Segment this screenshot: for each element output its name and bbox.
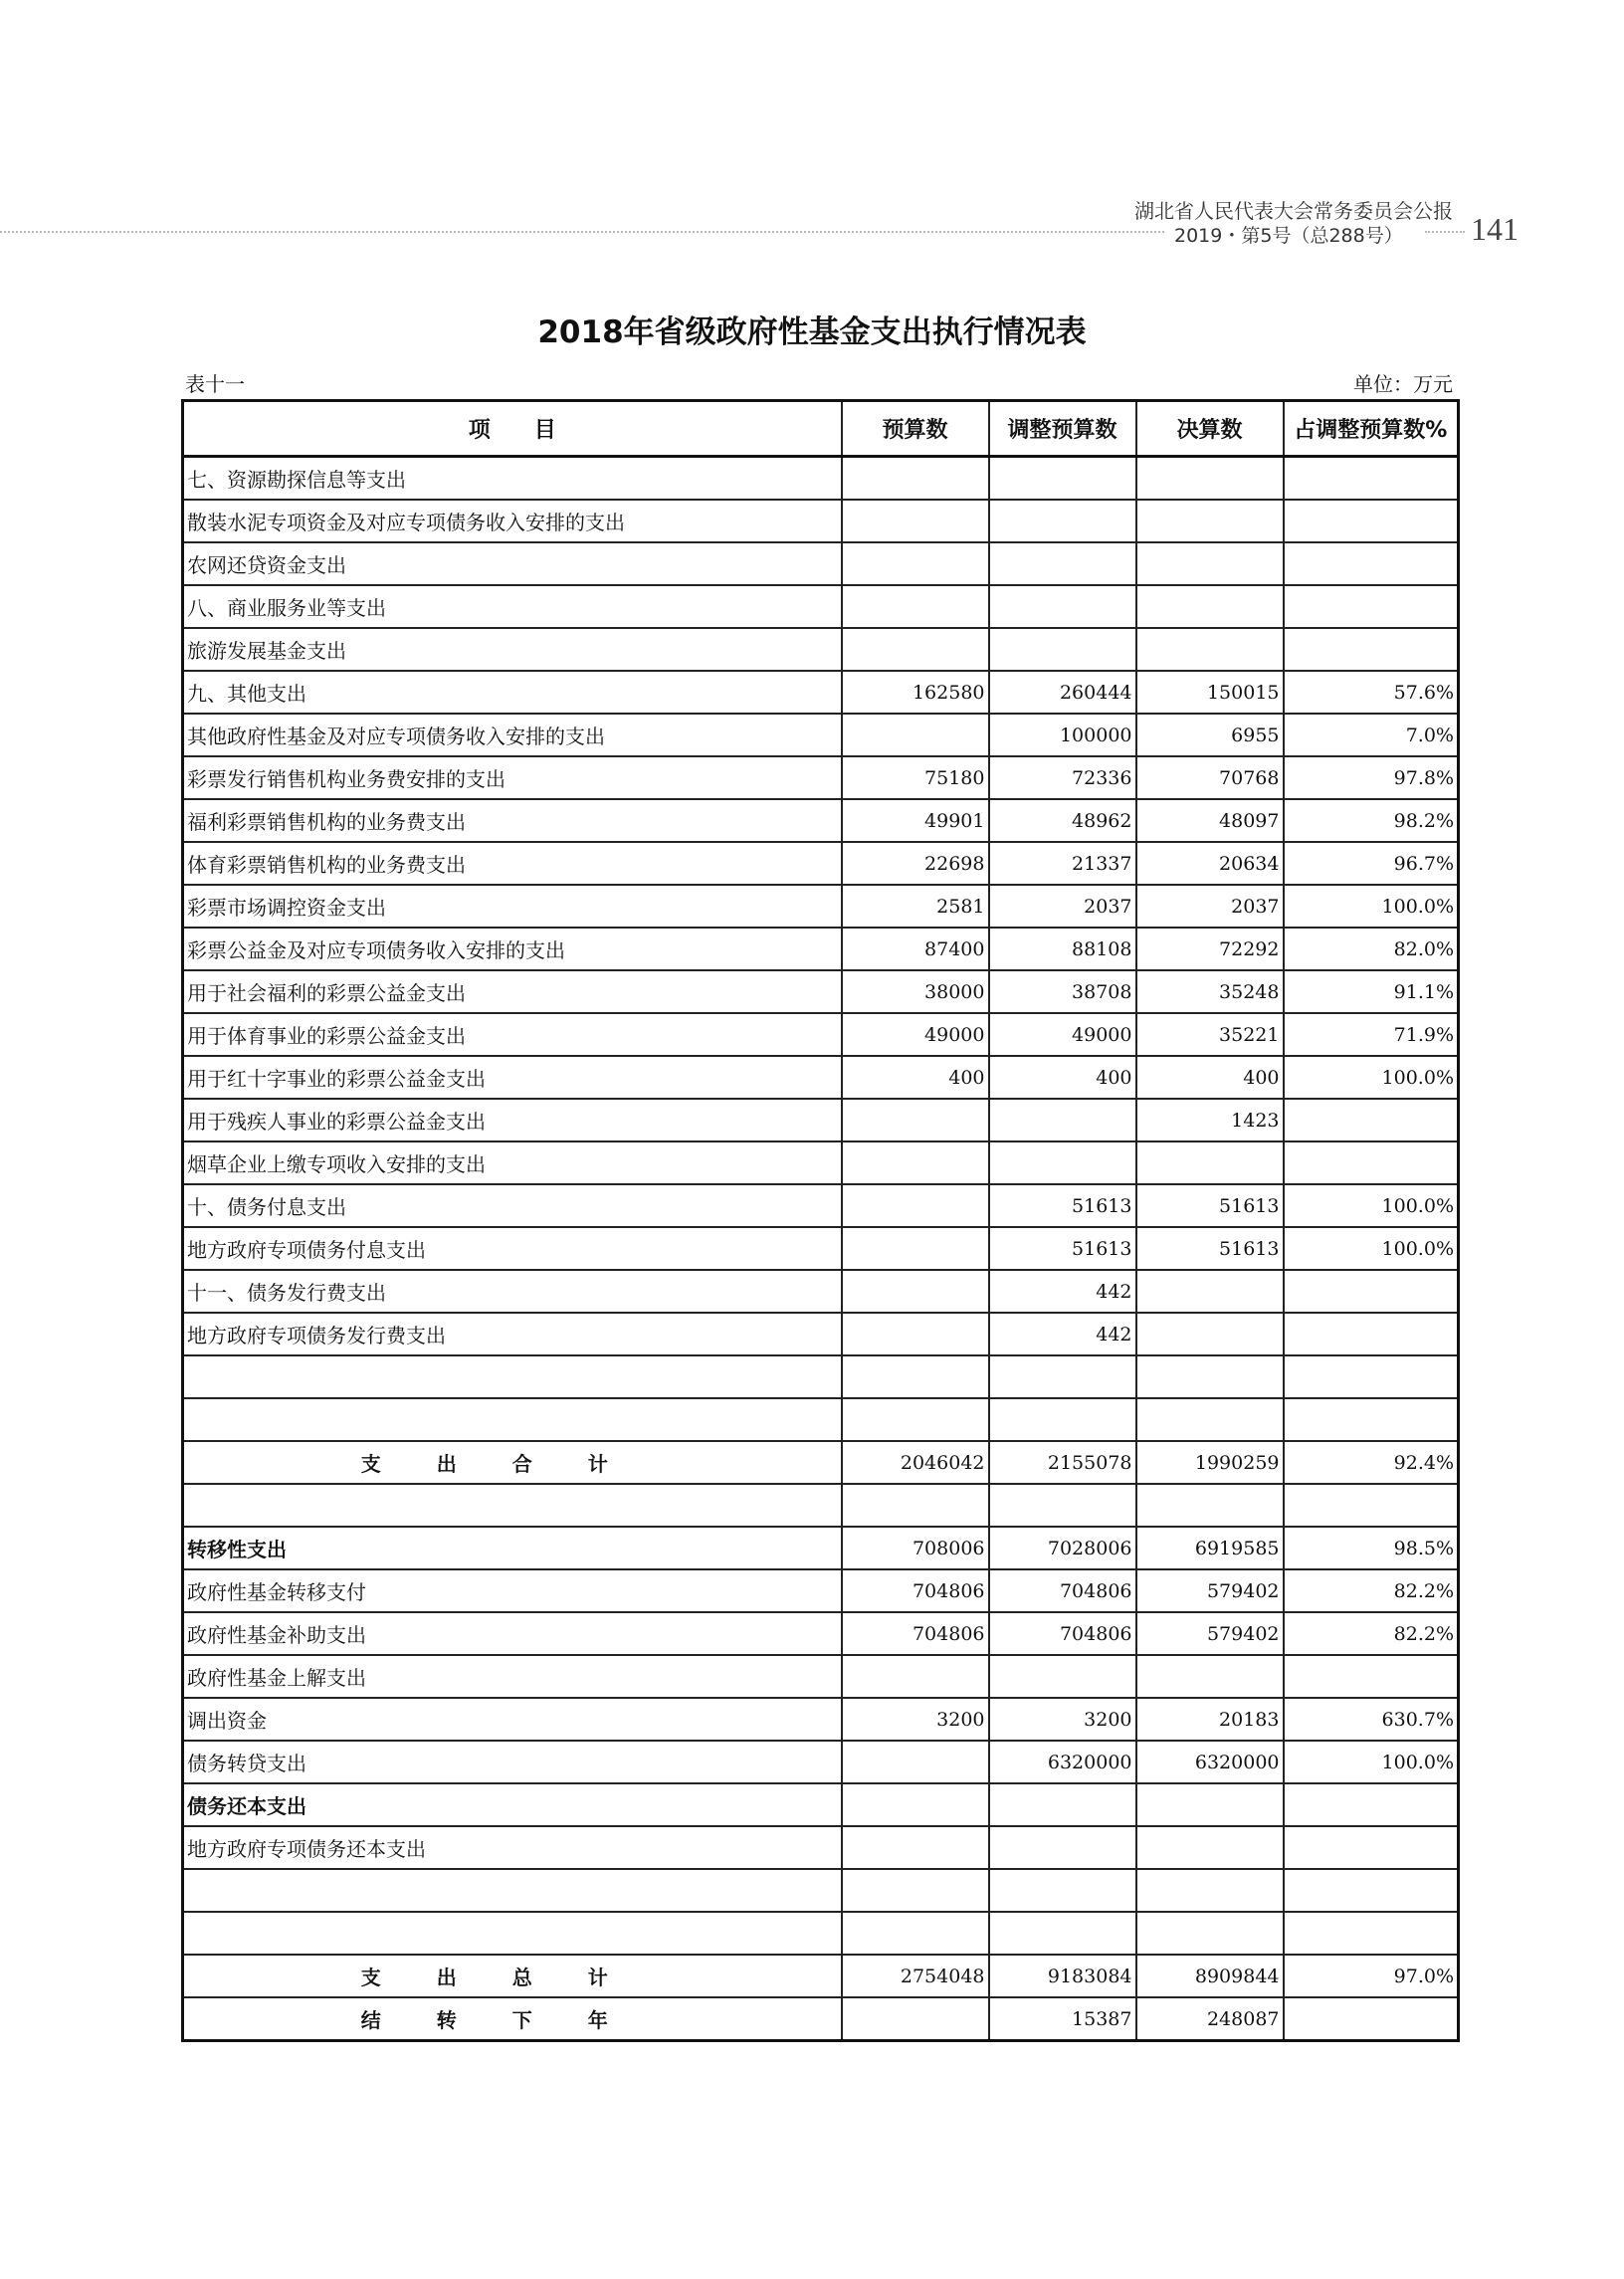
- adjusted-budget-cell: 51613: [989, 1184, 1136, 1227]
- final-accounts-cell: 35248: [1136, 970, 1284, 1013]
- table-row: [183, 799, 1459, 842]
- final-accounts-cell: 35221: [1136, 1013, 1284, 1056]
- final-accounts-cell: [1136, 1912, 1284, 1955]
- table-row: [183, 500, 1459, 542]
- unit-label: 单位：万元: [1353, 372, 1453, 396]
- final-accounts-cell: 8909844: [1136, 1955, 1284, 1997]
- adjusted-budget-cell: 9183084: [989, 1955, 1136, 1997]
- adjusted-budget-cell: [989, 1912, 1136, 1955]
- percent-cell: 100.0%: [1284, 885, 1459, 928]
- row-label: 七、资源勘探信息等支出: [183, 457, 842, 501]
- percent-cell: [1284, 1997, 1459, 2041]
- budget-cell: 22698: [842, 842, 989, 885]
- table-row: [183, 1441, 1459, 1484]
- adjusted-budget-cell: 704806: [989, 1612, 1136, 1655]
- adjusted-budget-cell: [989, 1398, 1136, 1441]
- table-header-row: [183, 401, 1459, 457]
- table-row: [183, 1056, 1459, 1099]
- table-row: [183, 1869, 1459, 1912]
- row-label: 用于红十字事业的彩票公益金支出: [183, 1056, 842, 1099]
- header-dotted-rule: [0, 231, 1164, 233]
- table-row: [183, 671, 1459, 714]
- final-accounts-cell: [1136, 628, 1284, 671]
- adjusted-budget-cell: [989, 1141, 1136, 1184]
- percent-cell: 98.5%: [1284, 1527, 1459, 1569]
- percent-cell: [1284, 1313, 1459, 1355]
- table-row: [183, 585, 1459, 628]
- row-label: 彩票发行销售机构业务费安排的支出: [183, 756, 842, 799]
- percent-cell: 100.0%: [1284, 1741, 1459, 1783]
- final-accounts-cell: 1990259: [1136, 1441, 1284, 1484]
- table-row: [183, 1313, 1459, 1355]
- table-row: [183, 1013, 1459, 1056]
- table-body: [183, 457, 1459, 2041]
- table-row: [183, 1655, 1459, 1698]
- final-accounts-cell: [1136, 500, 1284, 542]
- column-header-adjusted-budget: 调整预算数: [989, 401, 1136, 457]
- row-label: 结转下年: [183, 1997, 842, 2041]
- percent-cell: 71.9%: [1284, 1013, 1459, 1056]
- row-label: 十、债务付息支出: [183, 1184, 842, 1227]
- row-label: [183, 1355, 842, 1398]
- table-title: 2018年省级政府性基金支出执行情况表: [537, 314, 1087, 350]
- budget-cell: [842, 1227, 989, 1270]
- table-row: [183, 1741, 1459, 1783]
- budget-cell: [842, 1355, 989, 1398]
- budget-cell: [842, 1783, 989, 1826]
- row-label: 旅游发展基金支出: [183, 628, 842, 671]
- table-row: [183, 1484, 1459, 1527]
- publication-name: 湖北省人民代表大会常务委员会公报: [1134, 199, 1453, 223]
- final-accounts-cell: [1136, 1355, 1284, 1398]
- budget-cell: [842, 1869, 989, 1912]
- table-row: [183, 1698, 1459, 1741]
- percent-cell: 100.0%: [1284, 1056, 1459, 1099]
- adjusted-budget-cell: [989, 1484, 1136, 1527]
- budget-cell: 49000: [842, 1013, 989, 1056]
- percent-cell: [1284, 628, 1459, 671]
- percent-cell: [1284, 500, 1459, 542]
- final-accounts-cell: 6320000: [1136, 1741, 1284, 1783]
- percent-cell: 97.8%: [1284, 756, 1459, 799]
- budget-cell: [842, 1099, 989, 1141]
- adjusted-budget-cell: 48962: [989, 799, 1136, 842]
- percent-cell: 630.7%: [1284, 1698, 1459, 1741]
- row-label: 烟草企业上缴专项收入安排的支出: [183, 1141, 842, 1184]
- row-label: 转移性支出: [183, 1527, 842, 1569]
- budget-cell: 2046042: [842, 1441, 989, 1484]
- table-row: [183, 1569, 1459, 1612]
- table-row: [183, 1826, 1459, 1869]
- table-row: [183, 1612, 1459, 1655]
- budget-cell: [842, 585, 989, 628]
- page-number: 141: [1471, 211, 1519, 247]
- adjusted-budget-cell: [989, 542, 1136, 585]
- column-header-final-accounts: 决算数: [1136, 401, 1284, 457]
- budget-cell: 87400: [842, 928, 989, 970]
- table-row: [183, 1997, 1459, 2041]
- percent-cell: 7.0%: [1284, 714, 1459, 756]
- table-row: [183, 756, 1459, 799]
- row-label: 政府性基金转移支付: [183, 1569, 842, 1612]
- percent-cell: [1284, 1655, 1459, 1698]
- adjusted-budget-cell: 2037: [989, 885, 1136, 928]
- row-label: 用于社会福利的彩票公益金支出: [183, 970, 842, 1013]
- row-label: 其他政府性基金及对应专项债务收入安排的支出: [183, 714, 842, 756]
- row-label: 十一、债务发行费支出: [183, 1270, 842, 1313]
- percent-cell: [1284, 585, 1459, 628]
- final-accounts-cell: 6919585: [1136, 1527, 1284, 1569]
- budget-cell: [842, 1741, 989, 1783]
- adjusted-budget-cell: [989, 1826, 1136, 1869]
- budget-cell: 704806: [842, 1569, 989, 1612]
- percent-cell: [1284, 1099, 1459, 1141]
- table-row: [183, 1355, 1459, 1398]
- header-dotted-rule-short: [1425, 231, 1465, 233]
- row-label: [183, 1912, 842, 1955]
- adjusted-budget-cell: 7028006: [989, 1527, 1136, 1569]
- final-accounts-cell: 72292: [1136, 928, 1284, 970]
- adjusted-budget-cell: [989, 1355, 1136, 1398]
- final-accounts-cell: [1136, 1783, 1284, 1826]
- column-header-budget: 预算数: [842, 401, 989, 457]
- final-accounts-cell: 48097: [1136, 799, 1284, 842]
- adjusted-budget-cell: [989, 500, 1136, 542]
- final-accounts-cell: 70768: [1136, 756, 1284, 799]
- table-row: [183, 1527, 1459, 1569]
- final-accounts-cell: [1136, 1869, 1284, 1912]
- table-row: [183, 842, 1459, 885]
- percent-cell: [1284, 1270, 1459, 1313]
- row-label: 彩票市场调控资金支出: [183, 885, 842, 928]
- issue-label: 2019・第5号（总288号）: [1174, 225, 1403, 247]
- final-accounts-cell: 579402: [1136, 1569, 1284, 1612]
- row-label: 支出总计: [183, 1955, 842, 1997]
- row-label: 农网还贷资金支出: [183, 542, 842, 585]
- final-accounts-cell: [1136, 1826, 1284, 1869]
- budget-cell: [842, 1184, 989, 1227]
- table-row: [183, 1227, 1459, 1270]
- row-label: 政府性基金补助支出: [183, 1612, 842, 1655]
- budget-cell: [842, 1398, 989, 1441]
- adjusted-budget-cell: 3200: [989, 1698, 1136, 1741]
- adjusted-budget-cell: 15387: [989, 1997, 1136, 2041]
- row-label: 九、其他支出: [183, 671, 842, 714]
- budget-cell: 162580: [842, 671, 989, 714]
- budget-cell: [842, 542, 989, 585]
- final-accounts-cell: 51613: [1136, 1184, 1284, 1227]
- budget-cell: [842, 1912, 989, 1955]
- final-accounts-cell: 400: [1136, 1056, 1284, 1099]
- row-label: 地方政府专项债务付息支出: [183, 1227, 842, 1270]
- adjusted-budget-cell: 442: [989, 1313, 1136, 1355]
- table-row: [183, 1184, 1459, 1227]
- budget-cell: [842, 1484, 989, 1527]
- budget-cell: [842, 1270, 989, 1313]
- percent-cell: [1284, 1783, 1459, 1826]
- table-row: [183, 1141, 1459, 1184]
- row-label: 地方政府专项债务发行费支出: [183, 1313, 842, 1355]
- final-accounts-cell: 150015: [1136, 671, 1284, 714]
- budget-cell: 38000: [842, 970, 989, 1013]
- percent-cell: [1284, 1912, 1459, 1955]
- adjusted-budget-cell: 2155078: [989, 1441, 1136, 1484]
- budget-cell: 400: [842, 1056, 989, 1099]
- percent-cell: [1284, 1141, 1459, 1184]
- adjusted-budget-cell: 100000: [989, 714, 1136, 756]
- adjusted-budget-cell: 51613: [989, 1227, 1136, 1270]
- percent-cell: 97.0%: [1284, 1955, 1459, 1997]
- budget-cell: 3200: [842, 1698, 989, 1741]
- percent-cell: [1284, 1484, 1459, 1527]
- budget-cell: [842, 1826, 989, 1869]
- budget-cell: 2581: [842, 885, 989, 928]
- adjusted-budget-cell: 442: [989, 1270, 1136, 1313]
- row-label: 政府性基金上解支出: [183, 1655, 842, 1698]
- final-accounts-cell: 2037: [1136, 885, 1284, 928]
- budget-cell: [842, 1313, 989, 1355]
- row-label: 福利彩票销售机构的业务费支出: [183, 799, 842, 842]
- column-header-item: 项 目: [183, 401, 842, 457]
- final-accounts-cell: 20183: [1136, 1698, 1284, 1741]
- table-row: [183, 457, 1459, 501]
- percent-cell: 98.2%: [1284, 799, 1459, 842]
- percent-cell: [1284, 1826, 1459, 1869]
- budget-cell: [842, 457, 989, 501]
- final-accounts-cell: [1136, 1141, 1284, 1184]
- table-row: [183, 1398, 1459, 1441]
- final-accounts-cell: 20634: [1136, 842, 1284, 885]
- final-accounts-cell: [1136, 1398, 1284, 1441]
- final-accounts-cell: 248087: [1136, 1997, 1284, 2041]
- budget-cell: 708006: [842, 1527, 989, 1569]
- table-row: [183, 1099, 1459, 1141]
- adjusted-budget-cell: 88108: [989, 928, 1136, 970]
- adjusted-budget-cell: [989, 1869, 1136, 1912]
- final-accounts-cell: 51613: [1136, 1227, 1284, 1270]
- adjusted-budget-cell: 704806: [989, 1569, 1136, 1612]
- row-label: 支出合计: [183, 1441, 842, 1484]
- adjusted-budget-cell: 38708: [989, 970, 1136, 1013]
- adjusted-budget-cell: 400: [989, 1056, 1136, 1099]
- table-row: [183, 628, 1459, 671]
- budget-cell: 75180: [842, 756, 989, 799]
- percent-cell: 82.2%: [1284, 1569, 1459, 1612]
- table-row: [183, 885, 1459, 928]
- budget-cell: 2754048: [842, 1955, 989, 1997]
- row-label: [183, 1869, 842, 1912]
- final-accounts-cell: [1136, 585, 1284, 628]
- final-accounts-cell: [1136, 1270, 1284, 1313]
- row-label: 体育彩票销售机构的业务费支出: [183, 842, 842, 885]
- percent-cell: 96.7%: [1284, 842, 1459, 885]
- adjusted-budget-cell: [989, 628, 1136, 671]
- table-row: [183, 1955, 1459, 1997]
- final-accounts-cell: 579402: [1136, 1612, 1284, 1655]
- expenditure-table: [181, 399, 1460, 2042]
- table-row: [183, 1783, 1459, 1826]
- adjusted-budget-cell: [989, 1655, 1136, 1698]
- row-label: [183, 1484, 842, 1527]
- adjusted-budget-cell: [989, 457, 1136, 501]
- table-row: [183, 928, 1459, 970]
- budget-cell: [842, 628, 989, 671]
- table-row: [183, 1270, 1459, 1313]
- row-label: 八、商业服务业等支出: [183, 585, 842, 628]
- percent-cell: [1284, 1398, 1459, 1441]
- adjusted-budget-cell: [989, 1783, 1136, 1826]
- percent-cell: 92.4%: [1284, 1441, 1459, 1484]
- row-label: 散装水泥专项资金及对应专项债务收入安排的支出: [183, 500, 842, 542]
- row-label: 彩票公益金及对应专项债务收入安排的支出: [183, 928, 842, 970]
- table-row: [183, 714, 1459, 756]
- budget-cell: [842, 500, 989, 542]
- percent-cell: [1284, 457, 1459, 501]
- table-number: 表十一: [185, 372, 245, 396]
- row-label: 债务转贷支出: [183, 1741, 842, 1783]
- table-row: [183, 970, 1459, 1013]
- row-label: 用于残疾人事业的彩票公益金支出: [183, 1099, 842, 1141]
- table-row: [183, 1912, 1459, 1955]
- adjusted-budget-cell: 260444: [989, 671, 1136, 714]
- adjusted-budget-cell: 72336: [989, 756, 1136, 799]
- budget-cell: [842, 1141, 989, 1184]
- percent-cell: [1284, 1355, 1459, 1398]
- final-accounts-cell: [1136, 1313, 1284, 1355]
- final-accounts-cell: [1136, 542, 1284, 585]
- budget-cell: [842, 1997, 989, 2041]
- row-label: [183, 1398, 842, 1441]
- row-label: 用于体育事业的彩票公益金支出: [183, 1013, 842, 1056]
- adjusted-budget-cell: 49000: [989, 1013, 1136, 1056]
- budget-cell: [842, 1655, 989, 1698]
- percent-cell: 91.1%: [1284, 970, 1459, 1013]
- percent-cell: 100.0%: [1284, 1184, 1459, 1227]
- row-label: 调出资金: [183, 1698, 842, 1741]
- budget-cell: [842, 714, 989, 756]
- final-accounts-cell: [1136, 1484, 1284, 1527]
- percent-cell: 57.6%: [1284, 671, 1459, 714]
- percent-cell: [1284, 1869, 1459, 1912]
- adjusted-budget-cell: 21337: [989, 842, 1136, 885]
- table-row: [183, 542, 1459, 585]
- column-header-percent: 占调整预算数%: [1284, 401, 1459, 457]
- final-accounts-cell: [1136, 1655, 1284, 1698]
- percent-cell: 100.0%: [1284, 1227, 1459, 1270]
- percent-cell: 82.2%: [1284, 1612, 1459, 1655]
- percent-cell: [1284, 542, 1459, 585]
- row-label: 债务还本支出: [183, 1783, 842, 1826]
- final-accounts-cell: [1136, 457, 1284, 501]
- percent-cell: 82.0%: [1284, 928, 1459, 970]
- adjusted-budget-cell: [989, 585, 1136, 628]
- budget-cell: 49901: [842, 799, 989, 842]
- final-accounts-cell: 6955: [1136, 714, 1284, 756]
- final-accounts-cell: 1423: [1136, 1099, 1284, 1141]
- adjusted-budget-cell: 6320000: [989, 1741, 1136, 1783]
- row-label: 地方政府专项债务还本支出: [183, 1826, 842, 1869]
- adjusted-budget-cell: [989, 1099, 1136, 1141]
- budget-cell: 704806: [842, 1612, 989, 1655]
